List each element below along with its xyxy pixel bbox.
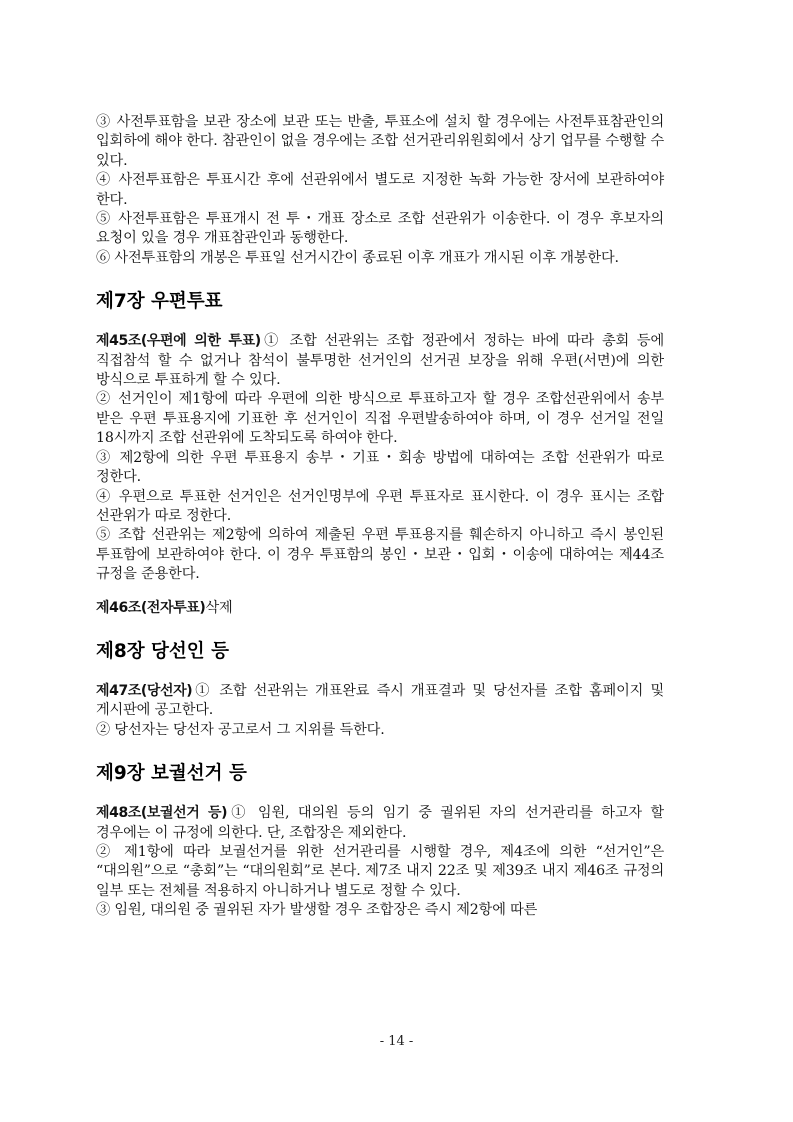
- paragraph-pre-vote-box-custody: ③ 사전투표함을 보관 장소에 보관 또는 반출, 투표소에 설치 할 경우에는 사전투표참관인의 입회하에 해야 한다. 참관인이 없을 경우에는 조합 선거관리위원회에서 상기 업무를 수행할 수 있다.: [96, 114, 664, 169]
- document-body: [96, 113, 664, 921]
- chapter-9-heading: 제9장 보궐선거 등: [96, 763, 247, 785]
- article-46-title: 제46조(전자투표): [96, 599, 206, 616]
- article-48-paragraph-2: ② 제1항에 따라 보궐선거를 위한 선거관리를 시행할 경우, 제4조에 의한 “선거인”은 “대의원”으로 “총회”는 “대의원회”로 본다. 제7조 내지 22조 및 제39조 내지 제46조 규정의 일부 또는 전체를 적용하지 아니하거나 별도로 정할 수 있다.: [96, 843, 664, 899]
- article-45-paragraph-3: ③ 제2항에 의한 우편 투표용지 송부・기표・회송 방법에 대하여는 조합 선관위가 따로 정한다.: [96, 449, 664, 486]
- article-46-text: 삭제: [205, 599, 233, 616]
- page-number: - 14 -: [379, 1034, 414, 1049]
- paragraph-pre-vote-box-opening: ⑥ 사전투표함의 개봉은 투표일 선거시간이 종료된 이후 개표가 개시된 이후 개봉한다.: [96, 249, 619, 266]
- chapter-7-heading: 제7장 우편투표: [96, 291, 223, 313]
- article-45-paragraph-1: [96, 332, 664, 390]
- article-48-paragraph-3: ③ 임원, 대의원 중 궐위된 자가 발생할 경우 조합장은 즉시 제2항에 따른: [96, 902, 538, 919]
- article-45-paragraph-2: ② 선거인이 제1항에 따라 우편에 의한 방식으로 투표하고자 할 경우 조합선관위에서 송부 받은 우편 투표용지에 기표한 후 선거인이 직접 우편발송하여야 하며, 이 경우 선거일 전일 18시까지 조합 선관위에 도착되도록 하여야 한다.: [96, 391, 664, 447]
- article-47-title: 제47조(당선자): [96, 682, 193, 699]
- article-45-paragraph-5: ⑤ 조합 선관위는 제2항에 의하여 제출된 우편 투표용지를 훼손하지 아니하고 즉시 봉인된 투표함에 보관하여야 한다. 이 경우 투표함의 봉인・보관・입회・이송에 대하여는 제44조 규정을 준용한다.: [96, 527, 664, 583]
- article-48-title: 제48조(보궐선거 등): [96, 805, 228, 822]
- article-48-paragraph-1: [96, 804, 664, 843]
- paragraph-pre-vote-box-transfer: ⑤ 사전투표함은 투표개시 전 투・개표 장소로 조합 선관위가 이송한다. 이 경우 후보자의 요청이 있을 경우 개표참관인과 동행한다.: [96, 211, 664, 247]
- article-47-paragraph-2: ② 당선자는 당선자 공고로서 그 지위를 득한다.: [96, 721, 385, 738]
- article-47-text-1: ① 조합 선관위는 개표완료 즉시 개표결과 및 당선자를 조합 홈페이지 및 게시판에 공고한다.: [96, 682, 664, 719]
- chapter-8-heading: 제8장 당선인 등: [96, 640, 229, 662]
- article-45-text-1: ① 조합 선관위는 조합 정관에서 정하는 바에 따라 총회 등에 직접참석 할 수 없거나 참석이 불투명한 선거인의 선거권 보장을 위해 우편(서면)에 의한 방식으로 투표하게 할 수 있다.: [96, 333, 664, 389]
- article-47-paragraph-1: [96, 682, 664, 721]
- article-45-title: 제45조(우편에 의한 투표): [96, 333, 261, 350]
- article-48-text-1: ① 임원, 대의원 등의 임기 중 궐위된 자의 선거관리를 하고자 할 경우에는 이 규정에 의한다. 단, 조합장은 제외한다.: [96, 805, 664, 841]
- article-45-paragraph-4: ④ 우편으로 투표한 선거인은 선거인명부에 우편 투표자로 표시한다. 이 경우 표시는 조합 선관위가 따로 정한다.: [96, 488, 664, 524]
- article-46-paragraph: [96, 599, 664, 618]
- paragraph-pre-vote-box-storage: ④ 사전투표함은 투표시간 후에 선관위에서 별도로 지정한 녹화 가능한 장서에 보관하여야 한다.: [96, 172, 664, 208]
